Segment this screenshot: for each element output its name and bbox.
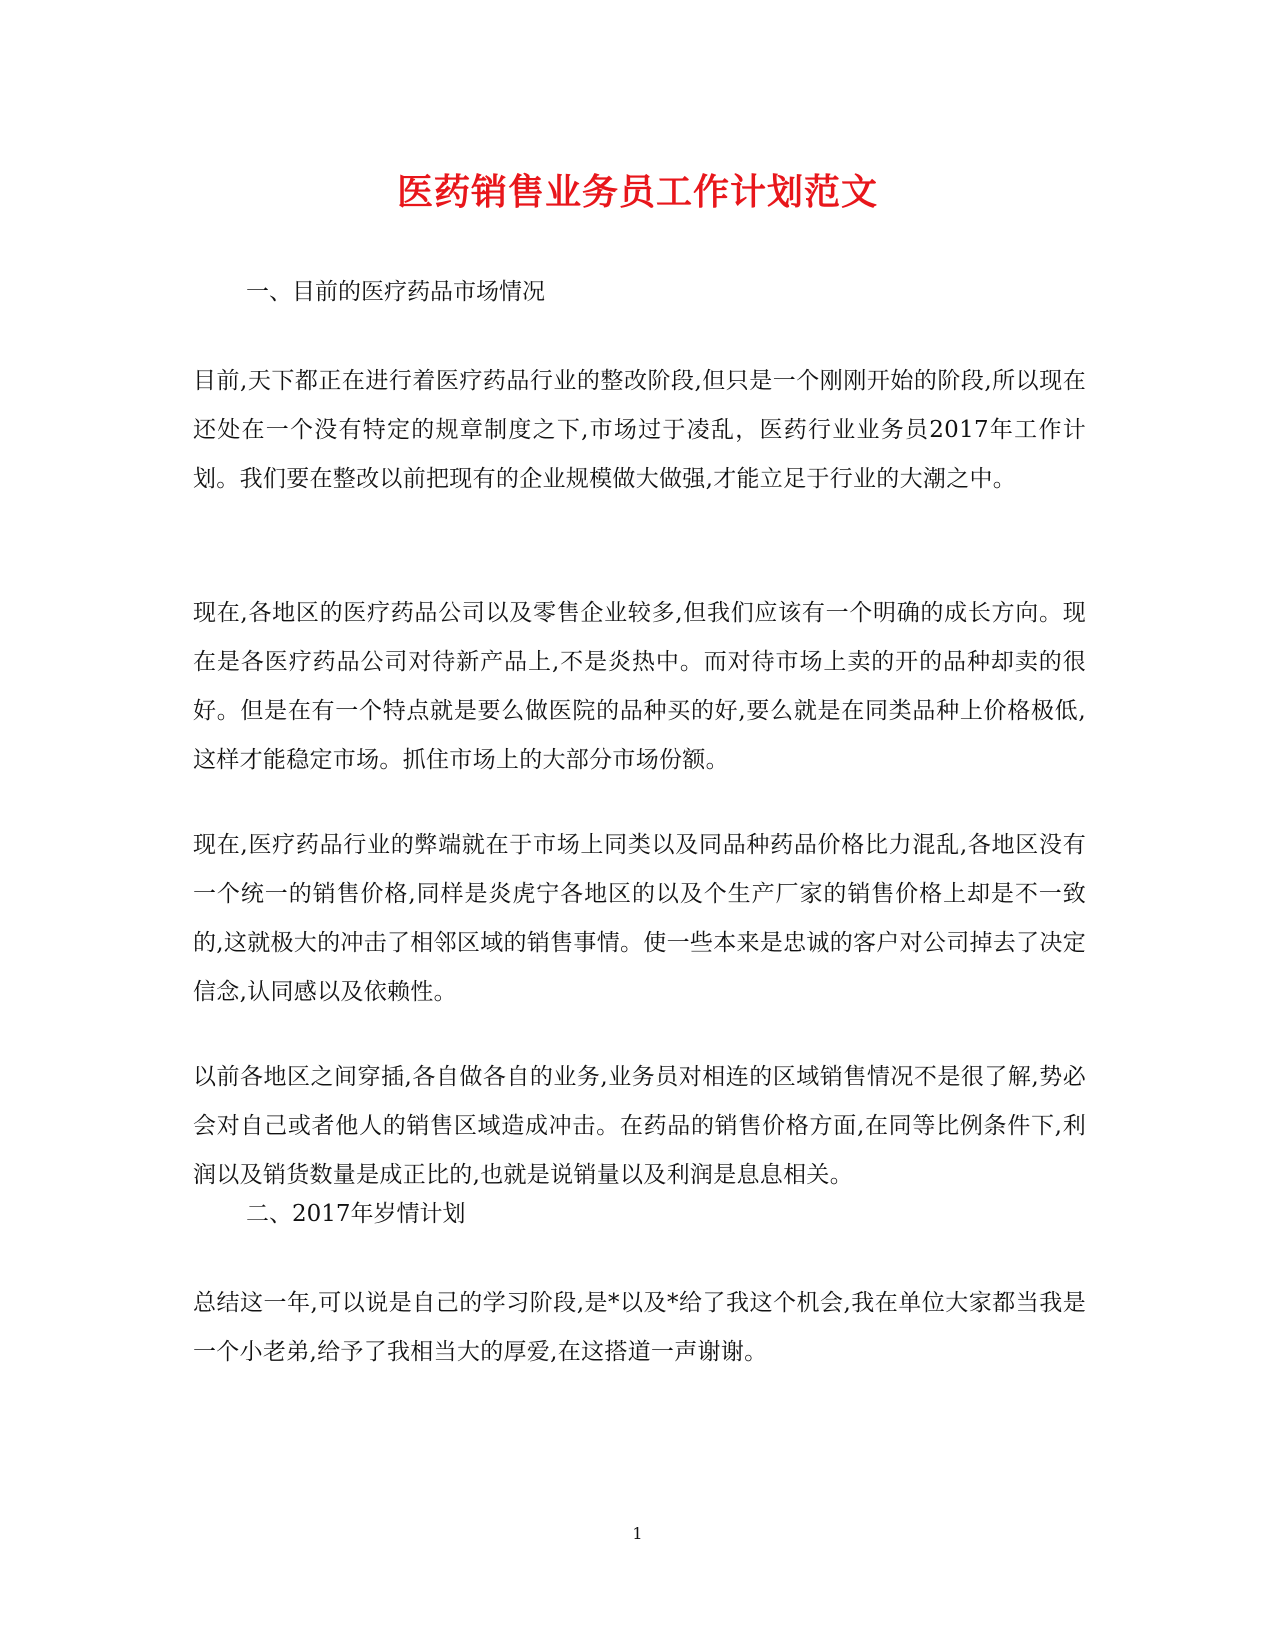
section-heading-1: 一、目前的医疗药品市场情况 [246,279,545,305]
paragraph-1-2: 现在,各地区的医疗药品公司以及零售企业较多,但我们应该有一个明确的成长方向。现在是各医疗药品公司对待新产品上,不是炎热中。而对待市场上卖的开的品种却卖的很好。但是在有一个特点就是要么做医院的品种买的好,要么就是在同类品种上价格极低,这样才能稳定市场。抓住市场上的大部分市场份额。 [193,600,1086,773]
paragraph-1-1: 目前,天下都正在进行着医疗药品行业的整改阶段,但只是一个刚刚开始的阶段,所以现在还处在一个没有特定的规章制度之下,市场过于凌乱，医药行业业务员2017年工作计划。我们要在整改以前把现有的企业规模做大做强,才能立足于行业的大潮之中。 [193,368,1086,492]
section-heading-2: 二、2017年岁情计划 [246,1201,466,1227]
document-title: 医药销售业务员工作计划范文 [396,171,878,213]
paragraph-1-4: 以前各地区之间穿插,各自做各自的业务,业务员对相连的区域销售情况不是很了解,势必会对自己或者他人的销售区域造成冲击。在药品的销售价格方面,在同等比例条件下,利润以及销货数量是成正比的,也就是说销量以及利润是息息相关。 [193,1064,1086,1188]
paragraph-2-1: 总结这一年,可以说是自己的学习阶段,是*以及*给了我这个机会,我在单位大家都当我是一个小老弟,给予了我相当大的厚爱,在这搭道一声谢谢。 [193,1290,1086,1365]
page-number: 1 [632,1524,643,1543]
paragraph-1-3: 现在,医疗药品行业的弊端就在于市场上同类以及同品种药品价格比力混乱,各地区没有一个统一的销售价格,同样是炎虎宁各地区的以及个生产厂家的销售价格上却是不一致的,这就极大的冲击了相邻区域的销售事情。使一些本来是忠诚的客户对公司掉去了决定信念,认同感以及依赖性。 [193,832,1087,1005]
